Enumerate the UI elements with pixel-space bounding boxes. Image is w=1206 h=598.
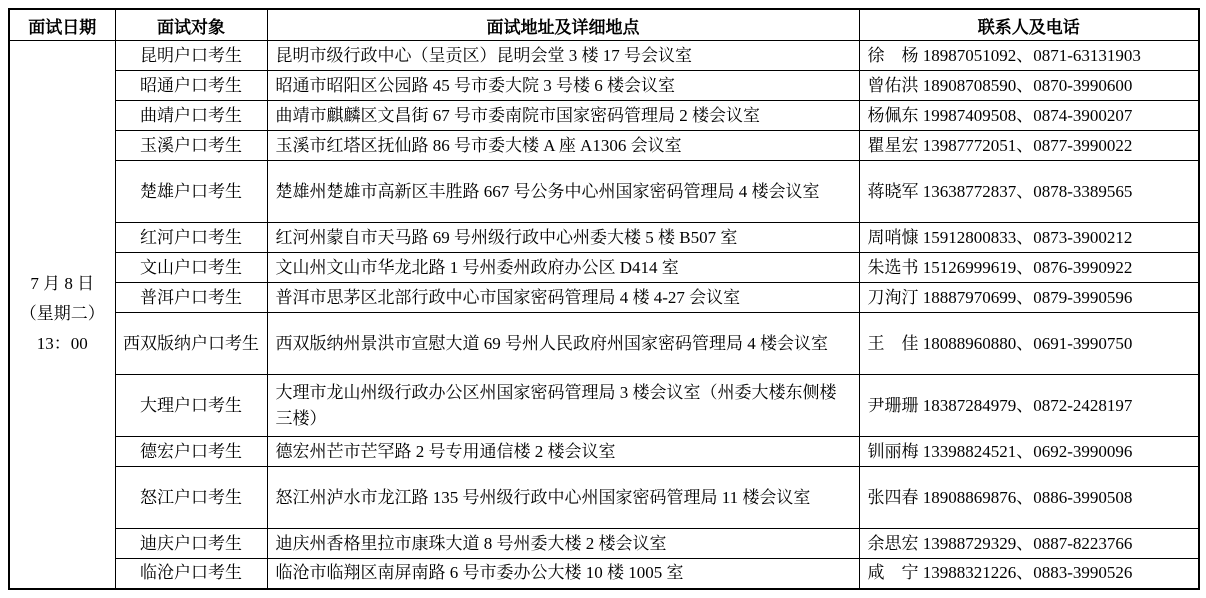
address-cell: 普洱市思茅区北部行政中心市国家密码管理局 4 楼 4-27 会议室 bbox=[267, 283, 859, 313]
table-row bbox=[9, 313, 1199, 375]
subject-cell: 西双版纳户口考生 bbox=[115, 313, 267, 375]
contact-cell: 曾佑洪 18908708590、0870-3990600 bbox=[859, 71, 1199, 101]
contact-cell: 朱选书 15126999619、0876-3990922 bbox=[859, 253, 1199, 283]
interview-schedule-table bbox=[8, 8, 1200, 590]
column-header-date: 面试日期 bbox=[9, 9, 115, 41]
table-row bbox=[9, 437, 1199, 467]
table-row bbox=[9, 529, 1199, 559]
subject-cell: 临沧户口考生 bbox=[115, 559, 267, 589]
table-row bbox=[9, 283, 1199, 313]
address-cell: 楚雄州楚雄市高新区丰胜路 667 号公务中心州国家密码管理局 4 楼会议室 bbox=[267, 161, 859, 223]
time-line: 13：00 bbox=[36, 334, 88, 354]
subject-cell: 昭通户口考生 bbox=[115, 71, 267, 101]
contact-cell: 王 佳 18088960880、0691-3990750 bbox=[859, 313, 1199, 375]
date-line: 7 月 8 日 bbox=[30, 274, 95, 294]
contact-cell: 徐 杨 18987051092、0871-63131903 bbox=[859, 41, 1199, 71]
address-cell: 怒江州泸水市龙江路 135 号州级行政中心州国家密码管理局 11 楼会议室 bbox=[267, 467, 859, 529]
subject-cell: 普洱户口考生 bbox=[115, 283, 267, 313]
contact-cell: 杨佩东 19987409508、0874-3900207 bbox=[859, 101, 1199, 131]
address-cell: 红河州蒙自市天马路 69 号州级行政中心州委大楼 5 楼 B507 室 bbox=[267, 223, 859, 253]
contact-cell: 钏丽梅 13398824521、0692-3990096 bbox=[859, 437, 1199, 467]
address-cell: 曲靖市麒麟区文昌街 67 号市委南院市国家密码管理局 2 楼会议室 bbox=[267, 101, 859, 131]
table-row bbox=[9, 467, 1199, 529]
interview-date-cell bbox=[9, 41, 115, 589]
header-row bbox=[9, 9, 1199, 41]
address-cell: 昭通市昭阳区公园路 45 号市委大院 3 号楼 6 楼会议室 bbox=[267, 71, 859, 101]
address-cell: 西双版纳州景洪市宣慰大道 69 号州人民政府州国家密码管理局 4 楼会议室 bbox=[267, 313, 859, 375]
subject-cell: 迪庆户口考生 bbox=[115, 529, 267, 559]
contact-cell: 余思宏 13988729329、0887-8223766 bbox=[859, 529, 1199, 559]
subject-cell: 红河户口考生 bbox=[115, 223, 267, 253]
subject-cell: 曲靖户口考生 bbox=[115, 101, 267, 131]
table-row bbox=[9, 41, 1199, 71]
address-cell: 临沧市临翔区南屏南路 6 号市委办公大楼 10 楼 1005 室 bbox=[267, 559, 859, 589]
contact-cell: 蒋晓军 13638772837、0878-3389565 bbox=[859, 161, 1199, 223]
contact-cell: 周哨慷 15912800833、0873-3900212 bbox=[859, 223, 1199, 253]
column-header-address: 面试地址及详细地点 bbox=[267, 9, 859, 41]
subject-cell: 怒江户口考生 bbox=[115, 467, 267, 529]
subject-cell: 昆明户口考生 bbox=[115, 41, 267, 71]
column-header-contact: 联系人及电话 bbox=[859, 9, 1199, 41]
address-cell: 德宏州芒市芒罕路 2 号专用通信楼 2 楼会议室 bbox=[267, 437, 859, 467]
subject-cell: 大理户口考生 bbox=[115, 375, 267, 437]
contact-cell: 尹珊珊 18387284979、0872-2428197 bbox=[859, 375, 1199, 437]
table-row bbox=[9, 71, 1199, 101]
subject-cell: 文山户口考生 bbox=[115, 253, 267, 283]
table-row bbox=[9, 131, 1199, 161]
table-row bbox=[9, 223, 1199, 253]
address-cell: 玉溪市红塔区抚仙路 86 号市委大楼 A 座 A1306 会议室 bbox=[267, 131, 859, 161]
table-row bbox=[9, 253, 1199, 283]
address-cell: 迪庆州香格里拉市康珠大道 8 号州委大楼 2 楼会议室 bbox=[267, 529, 859, 559]
address-cell: 昆明市级行政中心（呈贡区）昆明会堂 3 楼 17 号会议室 bbox=[267, 41, 859, 71]
table-row bbox=[9, 101, 1199, 131]
column-header-subject: 面试对象 bbox=[115, 9, 267, 41]
contact-cell: 张四春 18908869876、0886-3990508 bbox=[859, 467, 1199, 529]
contact-cell: 刀洵汀 18887970699、0879-3990596 bbox=[859, 283, 1199, 313]
subject-cell: 德宏户口考生 bbox=[115, 437, 267, 467]
subject-cell: 玉溪户口考生 bbox=[115, 131, 267, 161]
address-cell: 文山州文山市华龙北路 1 号州委州政府办公区 D414 室 bbox=[267, 253, 859, 283]
address-cell: 大理市龙山州级行政办公区州国家密码管理局 3 楼会议室（州委大楼东侧楼三楼） bbox=[267, 375, 859, 437]
table-row bbox=[9, 559, 1199, 589]
contact-cell: 瞿星宏 13987772051、0877-3990022 bbox=[859, 131, 1199, 161]
subject-cell: 楚雄户口考生 bbox=[115, 161, 267, 223]
weekday-line: （星期二） bbox=[19, 304, 105, 324]
table-row bbox=[9, 161, 1199, 223]
contact-cell: 咸 宁 13988321226、0883-3990526 bbox=[859, 559, 1199, 589]
table-row bbox=[9, 375, 1199, 437]
